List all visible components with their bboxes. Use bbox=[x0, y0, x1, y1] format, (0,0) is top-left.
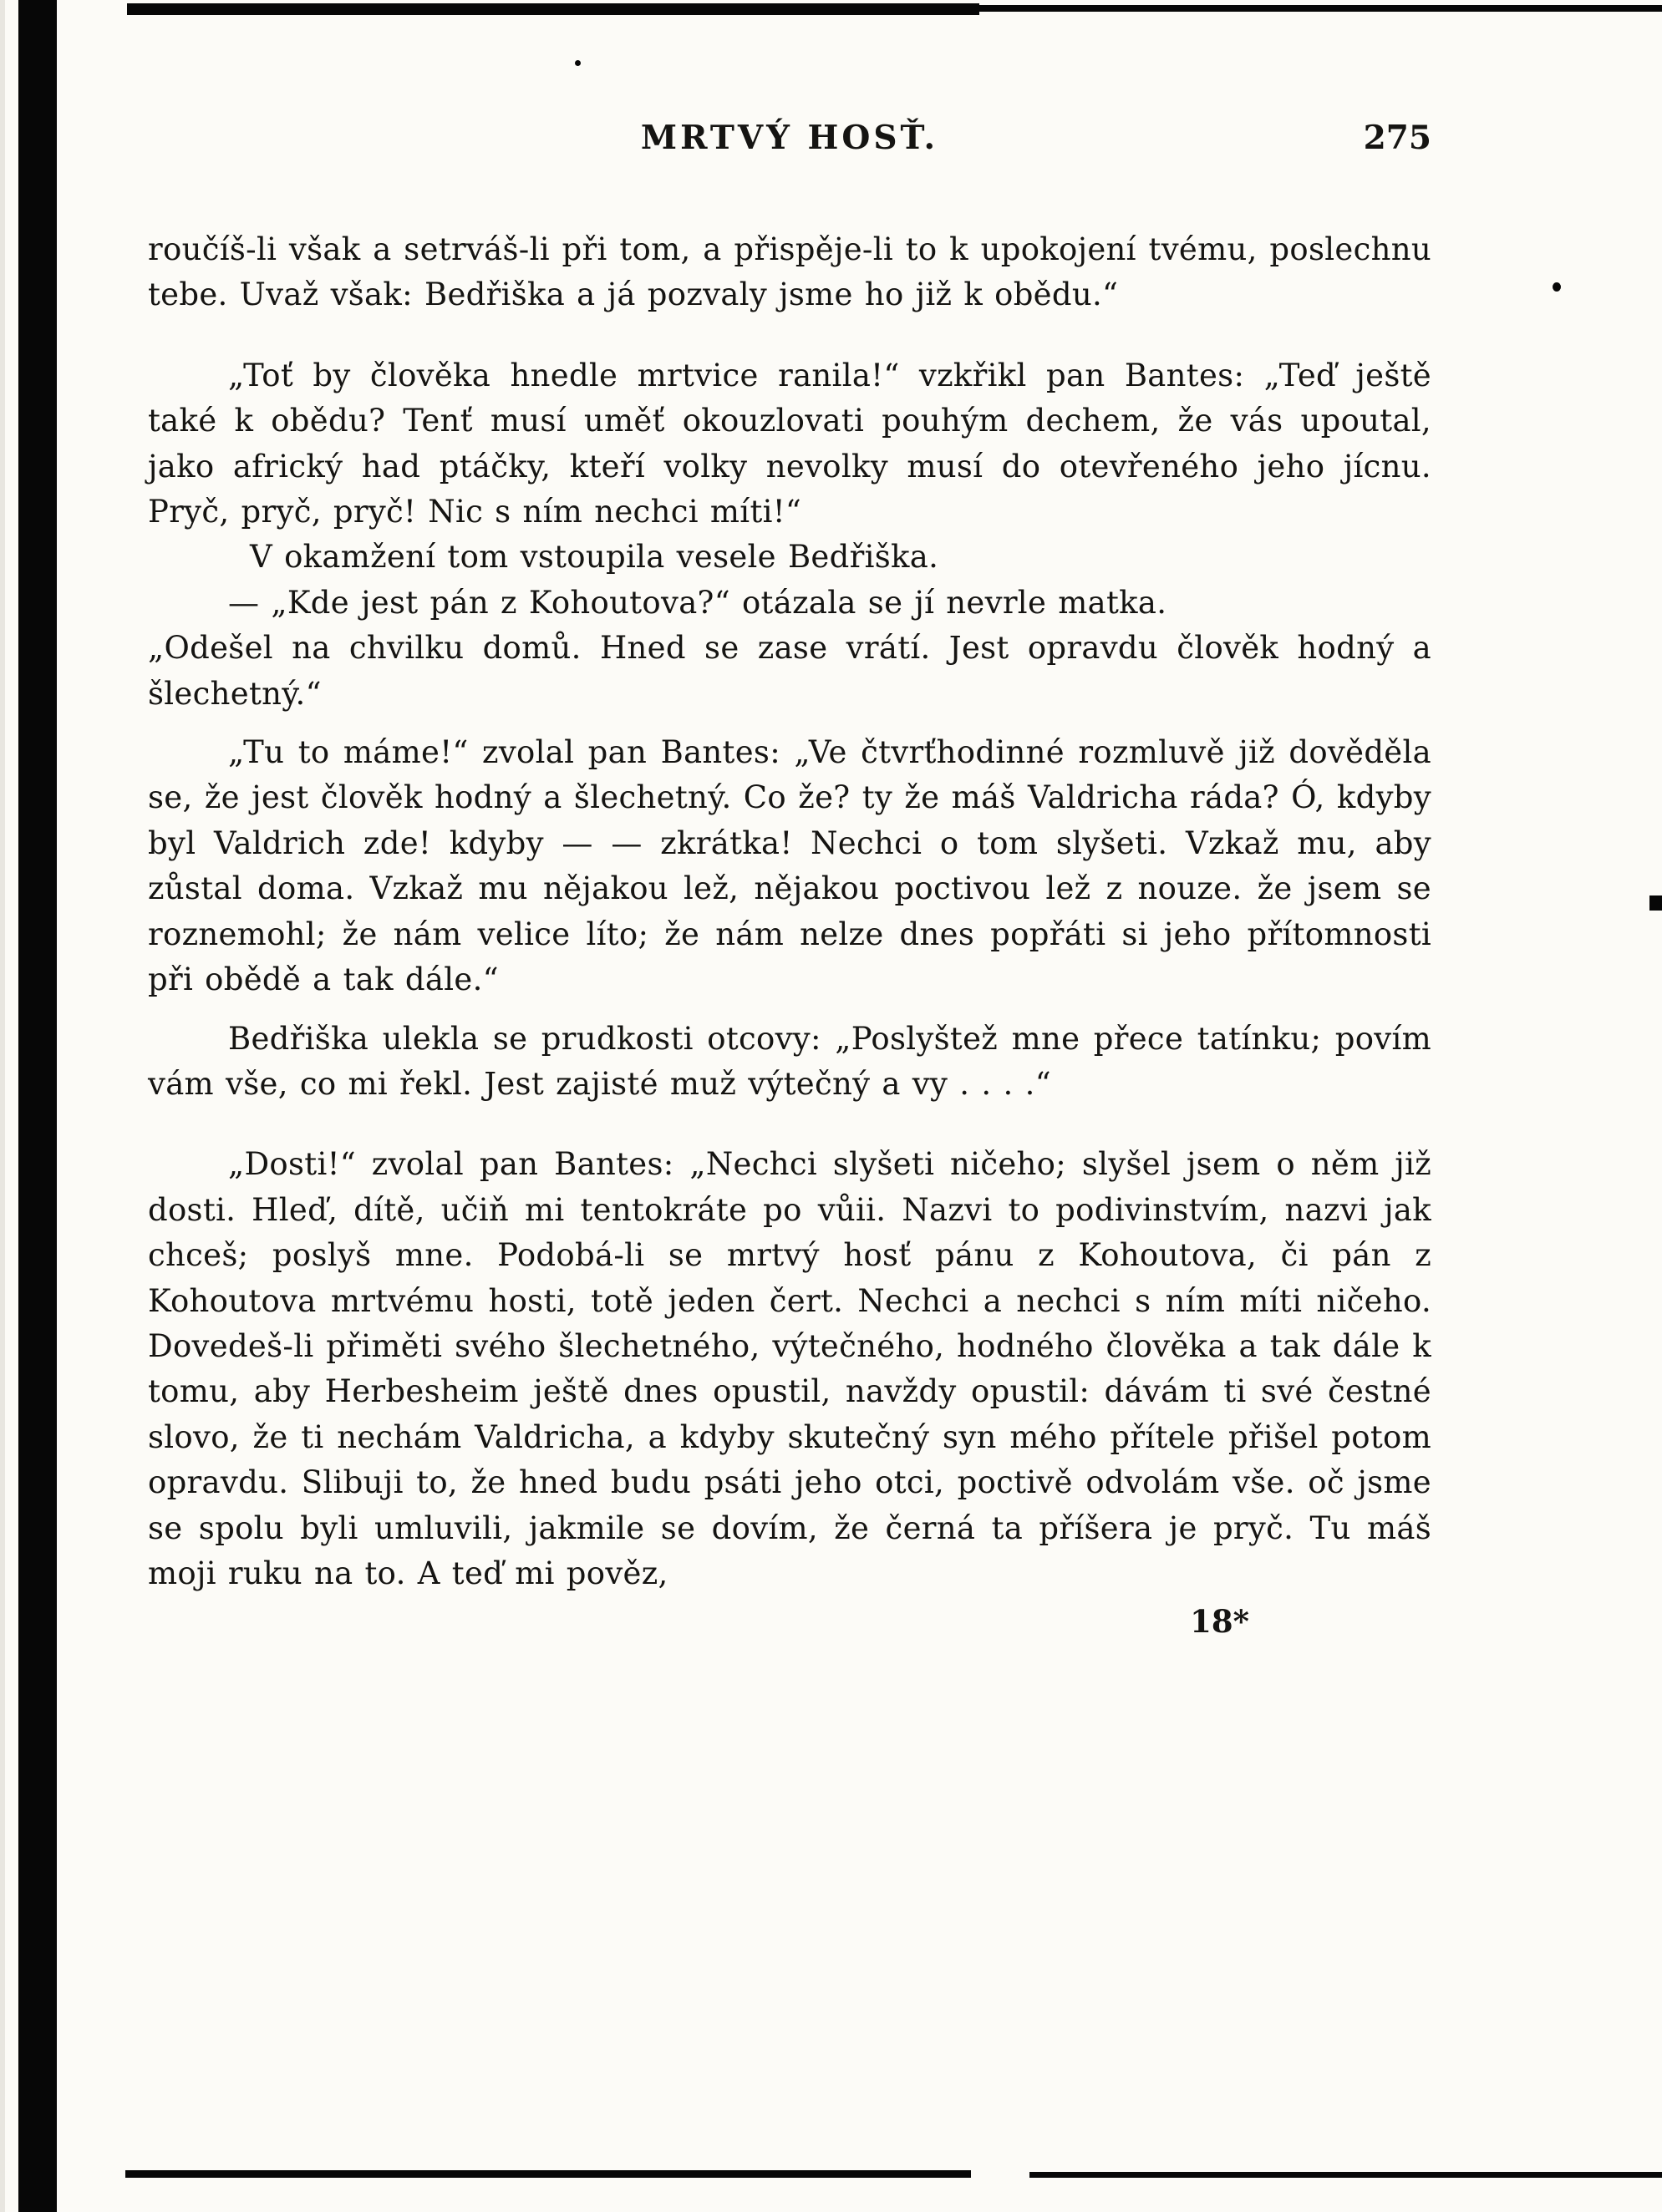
paragraph-1: roučíš-li však a setrváš-li při tom, a přispěje-li to k upokojení tvému, poslechnu tebe. Uvaž však: Bedřiška a já pozvaly jsme ho již k obědu.“ bbox=[148, 231, 1431, 313]
scan-speck bbox=[575, 60, 581, 66]
scan-left-edge-bar bbox=[18, 0, 57, 2212]
paragraph-5: „Odešel na chvilku domů. Hned se zase vrátí. Jest opravdu člověk hodný a šlechetný.“ bbox=[148, 630, 1431, 712]
page-number: 275 bbox=[1363, 119, 1431, 157]
body-text bbox=[148, 227, 1431, 1596]
paragraph-3: V okamžení tom vstoupila vesele Bedřiška. bbox=[250, 539, 939, 576]
scan-edge-sliver bbox=[0, 0, 5, 2212]
scan-speck bbox=[1649, 895, 1662, 911]
paragraph-6: „Tu to máme!“ zvolal pan Bantes: „Ve čtvrťhodinné rozmluvě již dověděla se, že jest člověk hodný a šlechetný. Co že? ty že máš Valdricha ráda? Ó, kdyby byl Valdrich zde! kdyby — — zkrátka! Nechci o tom slyšeti. Vzkaž mu, aby zůstal doma. Vzkaž mu nějakou lež, nějakou poctivou lež z nouze. že jsem se roznemohl; že nám velice líto; že nám nelze dnes popřáti si jeho přítomnosti při obědě a tak dále.“ bbox=[148, 734, 1431, 998]
paragraph-4: — „Kde jest pán z Kohoutova?“ otázala se jí nevrle matka. bbox=[228, 584, 1167, 621]
scan-bottom-rule-right bbox=[1029, 2172, 1662, 2178]
running-title: MRTVÝ HOSŤ. bbox=[640, 119, 939, 157]
page-content bbox=[148, 119, 1431, 1640]
signature-mark: 18* bbox=[1190, 1603, 1249, 1641]
paragraph-8: „Dosti!“ zvolal pan Bantes: „Nechci slyšeti ničeho; slyšel jsem o něm již dosti. Hleď, dítě, učiň mi tentokráte po vůii. Nazvi to podivinstvím, nazvi jak chceš; poslyš mne. Podobá-li se mrtvý hosť pánu z Kohoutova, či pán z Kohoutova mrtvému hosti, totě jeden čert. Nechci a nechci s ním míti ničeho. Dovedeš-li přiměti svého šlechetného, výtečného, hodného člověka a tak dále k tomu, aby Herbesheim ještě dnes opustil, navždy opustil: dávám ti své čestné slovo, že ti nechám Valdricha, a kdyby skutečný syn mého přítele přišel potom opravdu. Slibuji to, že hned budu psáti jeho otci, poctivě odvolám vše. oč jsme se spolu byli umluvili, jakmile se dovím, že černá ta příšera je pryč. Tu máš moji ruku na to. A teď mi pověz, bbox=[148, 1146, 1431, 1591]
scan-top-rule-right bbox=[979, 5, 1662, 12]
scan-speck bbox=[1553, 282, 1561, 292]
paragraph-7: Bedřiška ulekla se prudkosti otcovy: „Poslyštež mne přece tatínku; povím vám vše, co mi řekl. Jest zajisté muž výtečný a vy . . . .“ bbox=[148, 1020, 1431, 1102]
scan-top-rule-left bbox=[127, 3, 979, 15]
paragraph-2: „Toť by člověka hnedle mrtvice ranila!“ vzkřikl pan Bantes: „Teď ještě také k obědu? Tenť musí uměť okouzlovati pouhým dechem, že vás upoutal, jako africký had ptáčky, kteří volky nevolky musí do otevřeného jeho jícnu. Pryč, pryč, pryč! Nic s ním nechci míti!“ bbox=[148, 357, 1431, 530]
scan-bottom-rule-left bbox=[125, 2170, 971, 2178]
running-header bbox=[148, 119, 1431, 167]
